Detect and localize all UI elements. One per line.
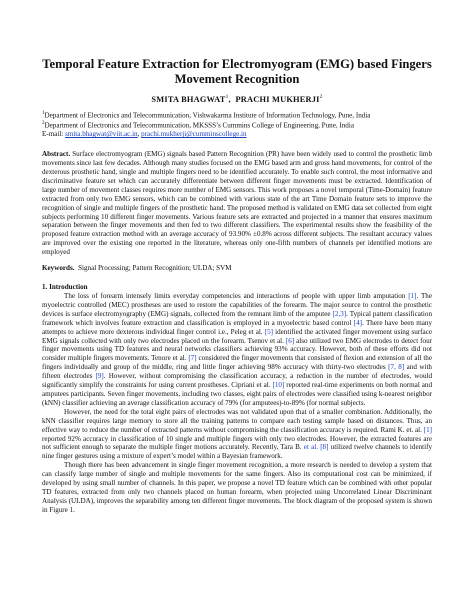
affiliation-text: Department of Electronics and Telecommunication, MKSSS’s Cummins College of Engineering, Pune, India	[44, 121, 354, 130]
author-sup: 2	[319, 94, 323, 100]
citation-link[interactable]: et al. [8]	[303, 443, 329, 452]
paragraph-text: reported 92% accuracy in classification of 10 single and multiple fingers with only two electrodes. However, the extracted features are not sufficient enough to separate the multiple finger motions accurately. Recently, Tara B.	[42, 434, 432, 452]
citation-link[interactable]: [5]	[264, 327, 274, 336]
keywords	[42, 264, 432, 273]
paragraph-text: . However, without compromising the classification accuracy, a reduction in the number of electrodes, would significantly simplify the constraints for using current prostheses. Cipriani et al.	[42, 372, 433, 390]
affiliation-1	[42, 110, 432, 120]
affiliation-sup: 2	[42, 121, 45, 127]
citation-link[interactable]: [4]	[353, 318, 362, 327]
author-sup: 1	[225, 94, 229, 100]
keywords-text: Signal Processing; Pattern Recognition; ULDA; SVM	[78, 264, 232, 273]
author-line: SMITA BHAGWAT$^1$, PRACHI MUKHERJI$^2$	[151, 94, 323, 104]
citation-link[interactable]: [10]	[272, 381, 285, 390]
citation-link[interactable]: [1]	[423, 425, 432, 434]
paragraph-text: also utilized two EMG electrodes to detect four finger movements using TD features and neural networks classifiers achieving 93% accuracy. However, both of these efforts did not consider multiple fingers movements. Tenore et al.	[42, 336, 432, 363]
body-paragraph	[42, 292, 432, 408]
affiliation-2	[42, 120, 432, 130]
paper-title: Temporal Feature Extraction for Electromyogram (EMG) based Fingers Movement Recognition	[42, 57, 432, 86]
citation-link[interactable]: [6]	[285, 336, 295, 345]
paragraph-text: Though there has been advancement in single finger movement recognition, a more research is needed to develop a system that can classify large number of single and multiple movements for the same fingers. Also its computational cost can be minimized, if developed by using small number of channels. In this paper, we propose a novel TD feature which can be combined with other popular TD features, extracted from only two channels placed on human forearm, when projected using Uncorrelated Linear Discriminant Analysis (ULDA), improves the separability among ten different finger movements. The block diagram of the proposed system is shown in Figure 1.	[42, 461, 432, 514]
paragraph-text: utilized twelve channels to identify nine finger gestures using a mixture of expert’s model within a Bayesian framework.	[42, 443, 433, 461]
author-name: SMITA BHAGWAT	[151, 94, 226, 104]
email-link-1[interactable]: smita.bhagwat@viit.ac.in	[65, 130, 138, 139]
affiliation-sup: 1	[42, 110, 45, 116]
abstract	[42, 150, 432, 257]
author-name: PRACHI MUKHERJI	[235, 94, 320, 104]
affiliations	[42, 110, 432, 139]
paragraph-text: However, the need for the total eight pairs of electrodes was not validated upon that of a smaller combination. Additionally, the kNN classifier requires large memory to store all the training patterns to compare each testing sample based on distances. Thus, an effective way to reduce the number of extracted patterns without compromising the classification accuracy is required. Rami K. et. al.	[42, 407, 432, 434]
section-heading: 1. Introduction	[42, 283, 88, 292]
section-body	[42, 292, 432, 515]
affiliation-text: Department of Electronics and Telecommunication, Vishwakarma Institute of Information Technology, Pune, India	[44, 111, 371, 120]
paragraph-text: The loss of forearm intensely limits everyday competencies and interactions of people with upper limb amputation	[64, 292, 409, 301]
abstract-label: Abstract.	[42, 150, 71, 159]
citation-link[interactable]: [2,3]	[332, 309, 347, 318]
paragraph-text: . Typical pattern classification framework which involves feature extraction and classification is employed in a myoelectric based control	[42, 309, 432, 327]
keywords-label: Keywords.	[42, 264, 75, 273]
paragraph-text: considered the finger movements that consisted of flexion and extension of all the fingers individually and group of the middle, ring and little finger achieving 98% accuracy with thirty-two electrodes	[42, 354, 432, 372]
paragraph-text: identified the activated finger movement using surface EMG signals collected with only two electrodes placed on the forearm. Tsenov et al.	[42, 327, 432, 345]
abstract-text: Surface electromyogram (EMG) signals based Pattern Recognition (PR) have been widely used to control the prosthetic limb movements since last few decades. Although many studies focused on the EMG based arm and gross hand movements, for control of the dexterous prosthetic hand, single and multiple fingers need to be identified accurately. To enable such control, the most informative and discriminative feature set which can accurately differentiate between different finger movements must be extracted. Identification of large number of movement classes requires more number of EMG sensors. This work proposes a novel temporal (Time-Domain) feature extracted from only two EMG sensors, which can be combined with various state of the art Time Domain feature sets to improve the recognition of single and multiple fingers of the prosthetic hand. The proposed method is validated on EMG data set collected from eight subjects performing 10 different finger movements. Various feature sets are extracted and projected in a manner that ensures maximum separation between the finger movements and then fed to two different classifiers. The experimental results show the feasibility of the proposed feature extraction method with an average accuracy of 93.90% ±0.8% across different subjects. The resultant accuracy values are improved over the existing one reported in the literature, whereas only one-fifth numbers of channels per identified motions are employed	[42, 150, 433, 257]
paragraph-text: . There have been many attempts to achieve more dexterous individual finger control i.e., Peleg et al.	[42, 318, 432, 336]
body-paragraph	[42, 408, 432, 461]
email-link-2[interactable]: prachi.mukherji@cumminscollege.in	[141, 130, 247, 139]
citation-link[interactable]: [9]	[95, 372, 104, 381]
citation-link[interactable]: [7, 8]	[388, 363, 405, 372]
citation-link[interactable]: [1]	[408, 292, 417, 301]
paragraph-text: reported real-time experiments on both normal and amputees participants. Seven finger movements, including two classes, eight pairs of electrodes were classified using k-nearest neighbor (kNN) classifier achieving an average classification accuracy of 79% (for amputees)-to-89% (for normal subjects.	[42, 381, 433, 407]
email-line: E-mail: smita.bhagwat@viit.ac.in, prachi.mukherji@cumminscollege.in	[42, 130, 247, 139]
email-label: E-mail:	[42, 130, 66, 139]
body-paragraph	[42, 461, 432, 514]
paragraph-text: . The myoelectric controlled (MEC) prostheses are used to restore the capabilities of the forearm. The major source to control the prosthetic devices is surface electromyography (EMG) signals, collected from the remnant limb of the amputee	[42, 292, 432, 318]
citation-link[interactable]: [7]	[188, 354, 197, 363]
paragraph-text: and with fifteen electrodes	[42, 363, 432, 381]
